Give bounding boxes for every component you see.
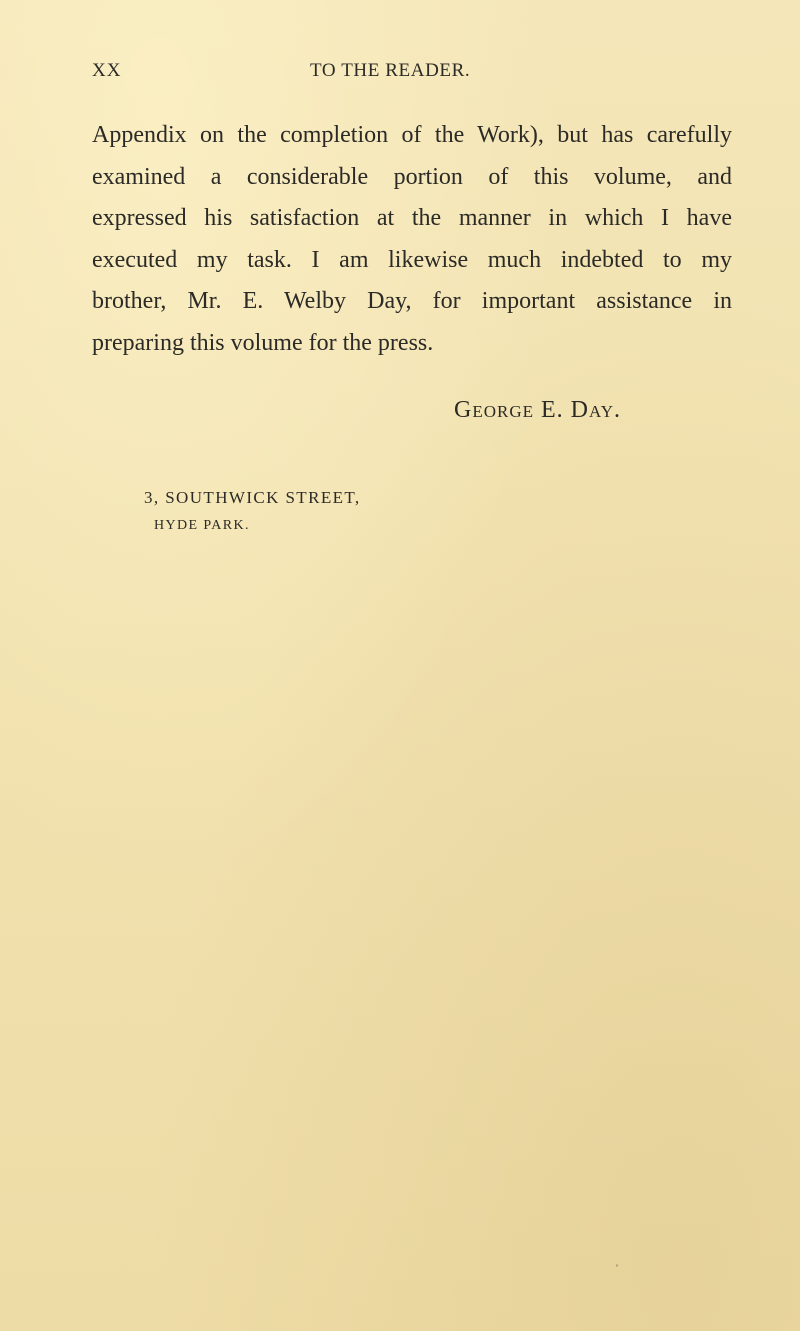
running-head [92, 60, 714, 90]
text-line: brother, Mr. E. Welby Day, for important assistance in [92, 288, 732, 314]
paper-speck [616, 1264, 619, 1268]
body-paragraph [92, 115, 732, 364]
text-line: expressed his satisfaction at the manner in which I have [92, 205, 732, 231]
page-number: XX [92, 60, 122, 81]
text-line: examined a considerable portion of this volume, and [92, 163, 732, 190]
running-title: TO THE READER. [310, 60, 471, 81]
address-district: HYDE PARK. [154, 518, 250, 533]
address-street: 3, SOUTHWICK STREET, [144, 488, 361, 507]
text-line: Appendix on the completion of the Work), but has carefully [92, 122, 732, 148]
text-line: executed my task. I am likewise much indebted to my [92, 246, 732, 273]
author-signature: George E. Day. [454, 397, 621, 423]
text-line: preparing this volume for the press. [92, 329, 434, 356]
address-block [144, 484, 361, 540]
